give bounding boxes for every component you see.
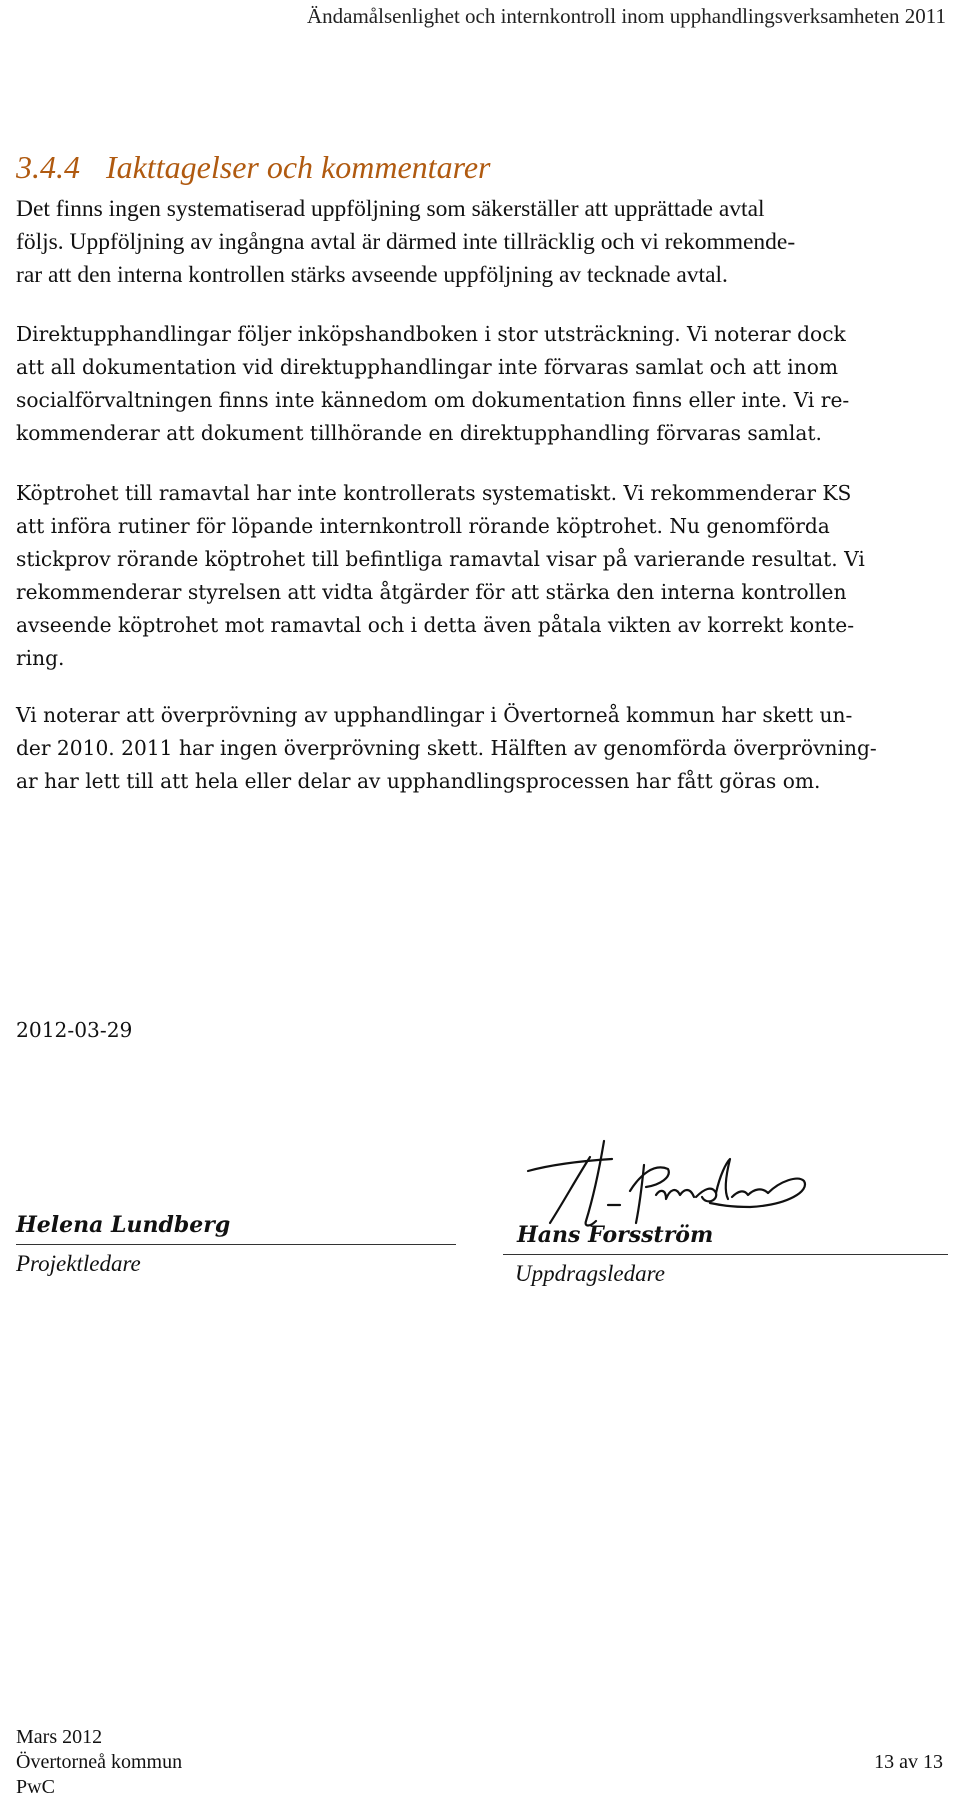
paragraph-line: Det finns ingen systematiserad uppföljning som säkerställer att upprättade avtal [16, 196, 765, 222]
signature-line [503, 1254, 948, 1255]
paragraph-line: att införa rutiner för löpande internkontroll rörande köptrohet. Nu genomförda [16, 514, 830, 538]
paragraph-line: ar har lett till att hela eller delar av upphandlingsprocessen har fått göras om. [16, 769, 821, 793]
signer-role: Uppdragsledare [515, 1261, 665, 1286]
footer-date: Mars 2012 [16, 1726, 103, 1748]
paragraph-line: socialförvaltningen finns inte kännedom om dokumentation finns eller inte. Vi re- [16, 388, 850, 412]
paragraph-line: följs. Uppföljning av ingångna avtal är därmed inte tillräcklig och vi rekommende- [16, 229, 796, 255]
paragraph-line: Direktupphandlingar följer inköpshandboken i stor utsträckning. Vi noterar dock [16, 322, 846, 346]
paragraph-line: kommenderar att dokument tillhörande en direktupphandling förvaras samlat. [16, 421, 822, 445]
footer-author: PwC [16, 1776, 55, 1798]
signature-block-uppdragsledare [515, 1222, 955, 1287]
section-heading [16, 149, 490, 186]
paragraph-line: der 2010. 2011 har ingen överprövning skett. Hälften av genomförda överprövning- [16, 736, 877, 760]
paragraph-overprovning [16, 699, 952, 798]
paragraph-direktupphandlingar [16, 318, 952, 450]
signer-name: Helena Lundberg [16, 1212, 231, 1238]
page-number: 13 av 13 [874, 1751, 943, 1773]
paragraph-line: Vi noterar att överprövning av upphandlingar i Övertorneå kommun har skett un- [16, 703, 853, 727]
signature-block-projektledare [16, 1212, 456, 1277]
signer-role: Projektledare [16, 1251, 141, 1276]
section-title: Iakttagelser och kommentarer [106, 149, 491, 185]
paragraph-line: Köptrohet till ramavtal har inte kontrollerats systematiskt. Vi rekommenderar KS [16, 481, 852, 505]
paragraph-line: stickprov rörande köptrohet till befintliga ramavtal visar på varierande resultat. Vi [16, 547, 865, 571]
paragraph-line: ring. [16, 646, 65, 670]
paragraph-line: att all dokumentation vid direktupphandlingar inte förvaras samlat och att inom [16, 355, 838, 379]
signature-line [16, 1244, 456, 1245]
footer-organization: Övertorneå kommun [16, 1751, 183, 1773]
paragraph-line: rar att den interna kontrollen stärks avseende uppföljning av tecknade avtal. [16, 262, 728, 288]
footer-info [16, 1725, 182, 1800]
paragraph-avtalsuppfoljning [16, 193, 952, 292]
report-date: 2012-03-29 [16, 1018, 133, 1042]
handwritten-signature-image [520, 1135, 810, 1235]
section-number: 3.4.4 [16, 149, 80, 185]
paragraph-line: avseende köptrohet mot ramavtal och i detta även påtala vikten av korrekt konte- [16, 613, 855, 637]
paragraph-koptrohet [16, 477, 952, 675]
paragraph-line: rekommenderar styrelsen att vidta åtgärder för att stärka den interna kontrollen [16, 580, 847, 604]
running-header-title: Ändamålsenlighet och internkontroll inom upphandlingsverksamheten 2011 [306, 4, 946, 28]
signer-name: Hans Forsström [517, 1222, 714, 1248]
